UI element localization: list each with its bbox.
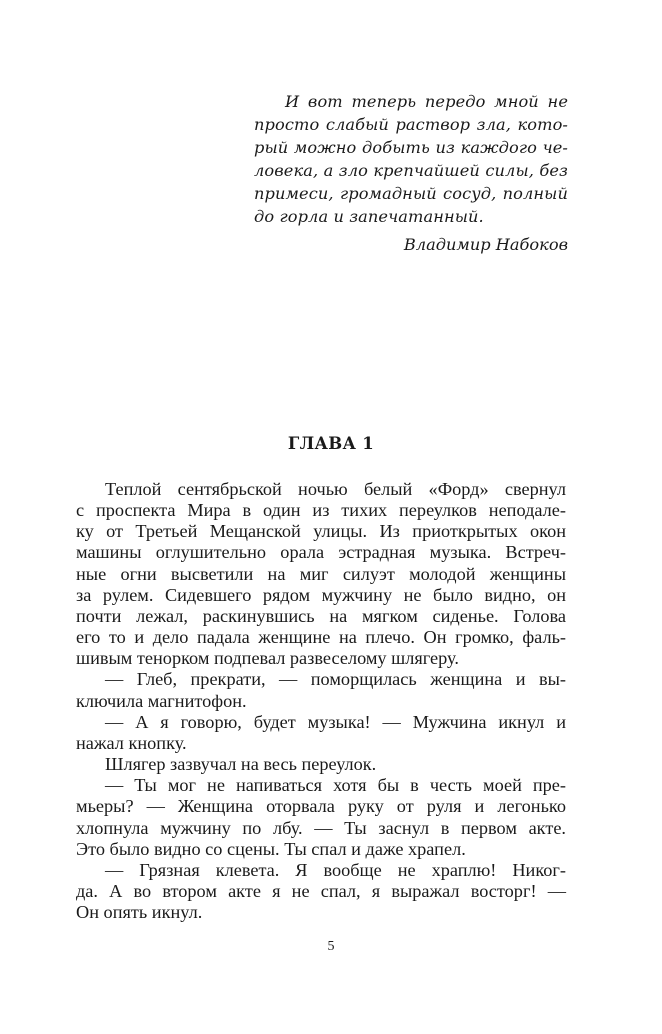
body-line: Он опять икнул. xyxy=(76,902,203,923)
body-line: мьеры? — Женщина оторвала руку от руля и легонько xyxy=(76,796,566,817)
epigraph-line: примеси, громадный сосуд, полный xyxy=(254,184,568,203)
body-line: — Грязная клевета. Я вообще не храплю! Никог- xyxy=(105,859,566,880)
body-line: хлопнула мужчину по лбу. — Ты заснул в первом акте. xyxy=(76,817,566,838)
body-line: почти лежал, раскинувшись на мягком сиденье. Голова xyxy=(76,605,566,626)
body-line: ку от Третьей Мещанской улицы. Из приоткрытых окон xyxy=(76,521,566,542)
epigraph-line: просто слабый раствор зла, кото- xyxy=(254,115,568,134)
epigraph-author: Владимир Набоков xyxy=(403,235,568,254)
epigraph-line: ловека, а зло крепчайшей силы, без xyxy=(254,161,568,180)
body-line: Это было видно со сцены. Ты спал и даже храпел. xyxy=(76,838,466,859)
body-line: ключила магнитофон. xyxy=(76,690,247,711)
body-line: да. А во втором акте я не спал, я выражал восторг! — xyxy=(76,880,566,901)
epigraph-line: И вот теперь передо мной не xyxy=(285,92,568,111)
epigraph-line: рый можно добыть из каждого че- xyxy=(254,138,568,157)
body-line: Шлягер зазвучал на весь переулок. xyxy=(105,754,377,775)
body-line: за рулем. Сидевшего рядом мужчину не было видно, он xyxy=(76,584,566,605)
body-line: нажал кнопку. xyxy=(76,732,187,753)
body-line: — Глеб, прекрати, — поморщилась женщина и вы- xyxy=(105,669,566,690)
chapter-title: ГЛАВА 1 xyxy=(287,434,375,453)
body-line: машины оглушительно орала эстрадная музыка. Встреч- xyxy=(76,542,566,563)
epigraph-line: до горла и запечатанный. xyxy=(254,207,484,226)
body-line: — Ты мог не напиваться хотя бы в честь моей пре- xyxy=(105,775,566,796)
page-number: 5 xyxy=(327,939,335,954)
epigraph xyxy=(254,90,568,228)
body-line: ные огни высветили на миг силуэт молодой женщины xyxy=(76,563,566,584)
body-line: — А я говорю, будет музыка! — Мужчина икнул и xyxy=(105,711,566,732)
chapter-body xyxy=(76,479,566,923)
body-line: с проспекта Мира в один из тихих переулков неподале- xyxy=(76,500,566,521)
body-line: его то и дело падала женщине на плечо. Он громко, фаль- xyxy=(76,627,566,648)
body-line: шивым тенорком подпевал развеселому шлягеру. xyxy=(76,648,459,669)
body-line: Теплой сентябрьской ночью белый «Форд» свернул xyxy=(105,479,566,499)
